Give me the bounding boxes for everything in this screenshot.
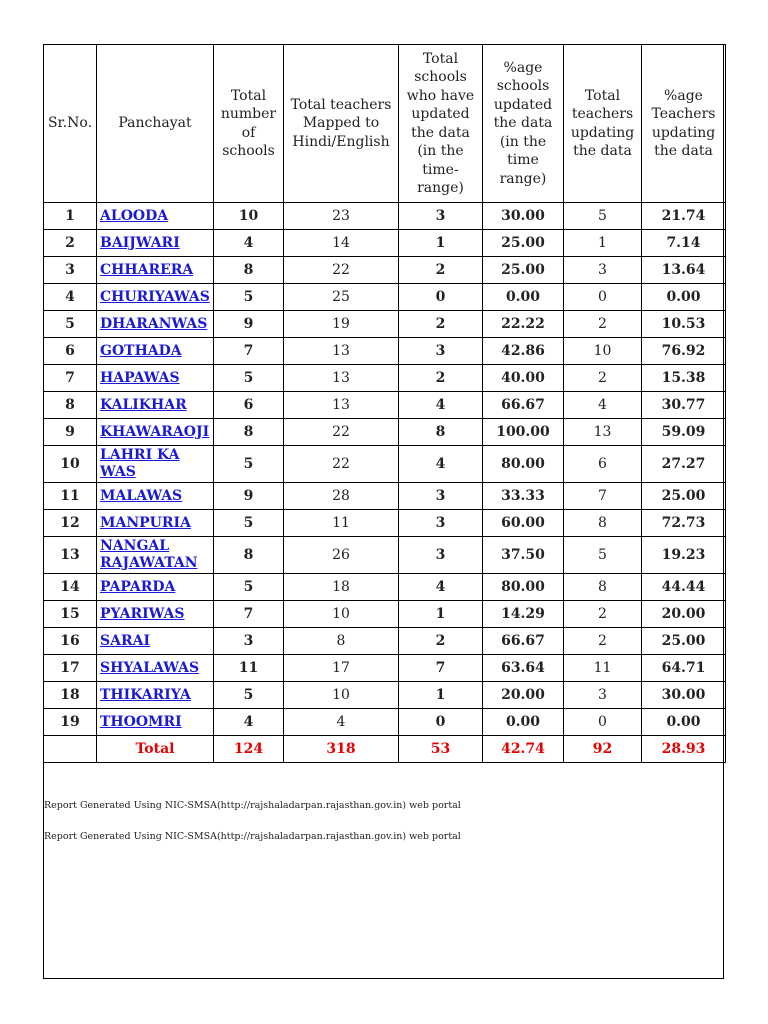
schools-cell: 5 xyxy=(214,284,284,311)
panchayat-link[interactable]: ALOODA xyxy=(100,207,169,224)
panchayat-cell xyxy=(97,574,214,601)
panchayat-link[interactable]: MANPURIA xyxy=(100,514,191,531)
pct-schools-cell: 42.86 xyxy=(483,338,564,365)
sr-cell: 11 xyxy=(44,483,97,510)
panchayat-link[interactable]: SARAI xyxy=(100,632,151,649)
sr-cell: 8 xyxy=(44,392,97,419)
pct-teachers-cell: 19.23 xyxy=(642,537,726,574)
panchayat-link[interactable]: HAPAWAS xyxy=(100,369,180,386)
teachers-updating-cell: 7 xyxy=(564,483,642,510)
sr-cell: 14 xyxy=(44,574,97,601)
updated-cell: 0 xyxy=(399,709,483,736)
pct-schools-cell: 60.00 xyxy=(483,510,564,537)
teachers-updating-cell: 0 xyxy=(564,284,642,311)
schools-cell: 5 xyxy=(214,682,284,709)
updated-cell: 3 xyxy=(399,483,483,510)
updated-cell: 8 xyxy=(399,419,483,446)
pct-schools-cell: 0.00 xyxy=(483,709,564,736)
sr-cell: 19 xyxy=(44,709,97,736)
header-teachers-mapped: Total teachers Mapped to Hindi/English xyxy=(284,45,399,203)
table-row xyxy=(44,203,726,230)
panchayat-link[interactable]: LAHRI KA WAS xyxy=(100,447,180,480)
updated-cell: 2 xyxy=(399,257,483,284)
report-footer-note: Report Generated Using NIC-SMSA(http://rajshaladarpan.rajasthan.gov.in) web portal xyxy=(44,800,461,811)
teachers-cell: 11 xyxy=(284,510,399,537)
updated-cell: 7 xyxy=(399,655,483,682)
panchayat-cell xyxy=(97,682,214,709)
schools-cell: 6 xyxy=(214,392,284,419)
schools-cell: 5 xyxy=(214,510,284,537)
sr-cell: 17 xyxy=(44,655,97,682)
teachers-cell: 8 xyxy=(284,628,399,655)
schools-cell: 9 xyxy=(214,483,284,510)
teachers-cell: 22 xyxy=(284,419,399,446)
updated-cell: 4 xyxy=(399,392,483,419)
pct-teachers-cell: 27.27 xyxy=(642,446,726,483)
teachers-cell: 10 xyxy=(284,682,399,709)
teachers-cell: 13 xyxy=(284,392,399,419)
table-row xyxy=(44,365,726,392)
updated-cell: 1 xyxy=(399,230,483,257)
header-sr-no: Sr.No. xyxy=(44,45,97,203)
schools-cell: 7 xyxy=(214,601,284,628)
updated-cell: 2 xyxy=(399,628,483,655)
total-schools: 124 xyxy=(214,736,284,763)
total-sr-cell xyxy=(44,736,97,763)
pct-teachers-cell: 21.74 xyxy=(642,203,726,230)
teachers-updating-cell: 8 xyxy=(564,574,642,601)
sr-cell: 3 xyxy=(44,257,97,284)
table-row xyxy=(44,709,726,736)
teachers-updating-cell: 13 xyxy=(564,419,642,446)
header-row xyxy=(44,45,726,203)
total-label: Total xyxy=(97,736,214,763)
sr-cell: 9 xyxy=(44,419,97,446)
report-footer-note: Report Generated Using NIC-SMSA(http://rajshaladarpan.rajasthan.gov.in) web portal xyxy=(44,831,461,842)
schools-cell: 3 xyxy=(214,628,284,655)
panchayat-cell xyxy=(97,284,214,311)
pct-teachers-cell: 0.00 xyxy=(642,284,726,311)
panchayat-cell xyxy=(97,510,214,537)
updated-cell: 1 xyxy=(399,682,483,709)
sr-cell: 10 xyxy=(44,446,97,483)
header-pct-teachers-updating: %age Teachers updating the data xyxy=(642,45,726,203)
sr-cell: 13 xyxy=(44,537,97,574)
teachers-cell: 13 xyxy=(284,365,399,392)
teachers-updating-cell: 8 xyxy=(564,510,642,537)
sr-cell: 4 xyxy=(44,284,97,311)
table-body xyxy=(44,203,726,736)
teachers-updating-cell: 2 xyxy=(564,601,642,628)
sr-cell: 5 xyxy=(44,311,97,338)
panchayat-cell xyxy=(97,419,214,446)
sr-cell: 2 xyxy=(44,230,97,257)
panchayat-link[interactable]: BAIJWARI xyxy=(100,234,180,251)
table-row xyxy=(44,419,726,446)
panchayat-link[interactable]: NANGAL RAJAWATAN xyxy=(100,538,198,571)
teachers-cell: 22 xyxy=(284,257,399,284)
updated-cell: 2 xyxy=(399,311,483,338)
pct-teachers-cell: 44.44 xyxy=(642,574,726,601)
updated-cell: 3 xyxy=(399,510,483,537)
pct-schools-cell: 14.29 xyxy=(483,601,564,628)
schools-cell: 5 xyxy=(214,574,284,601)
teachers-cell: 19 xyxy=(284,311,399,338)
teachers-updating-cell: 0 xyxy=(564,709,642,736)
pct-schools-cell: 22.22 xyxy=(483,311,564,338)
pct-schools-cell: 20.00 xyxy=(483,682,564,709)
sr-cell: 7 xyxy=(44,365,97,392)
panchayat-cell xyxy=(97,203,214,230)
updated-cell: 3 xyxy=(399,537,483,574)
table-row xyxy=(44,338,726,365)
sr-cell: 6 xyxy=(44,338,97,365)
sr-cell: 1 xyxy=(44,203,97,230)
pct-teachers-cell: 30.77 xyxy=(642,392,726,419)
pct-teachers-cell: 13.64 xyxy=(642,257,726,284)
panchayat-link[interactable]: PAPARDA xyxy=(100,578,176,595)
schools-cell: 11 xyxy=(214,655,284,682)
pct-teachers-cell: 10.53 xyxy=(642,311,726,338)
teachers-cell: 26 xyxy=(284,537,399,574)
sr-cell: 18 xyxy=(44,682,97,709)
pct-teachers-cell: 76.92 xyxy=(642,338,726,365)
total-pct-schools: 42.74 xyxy=(483,736,564,763)
schools-cell: 8 xyxy=(214,419,284,446)
pct-schools-cell: 0.00 xyxy=(483,284,564,311)
sr-cell: 15 xyxy=(44,601,97,628)
table-row xyxy=(44,257,726,284)
pct-teachers-cell: 72.73 xyxy=(642,510,726,537)
header-total-schools: Total number of schools xyxy=(214,45,284,203)
pct-teachers-cell: 20.00 xyxy=(642,601,726,628)
total-pct-teachers: 28.93 xyxy=(642,736,726,763)
header-schools-updated: Total schools who have updated the data (in the time-range) xyxy=(399,45,483,203)
pct-schools-cell: 80.00 xyxy=(483,446,564,483)
teachers-cell: 13 xyxy=(284,338,399,365)
teachers-updating-cell: 11 xyxy=(564,655,642,682)
teachers-updating-cell: 3 xyxy=(564,682,642,709)
table-row xyxy=(44,601,726,628)
schools-cell: 8 xyxy=(214,257,284,284)
teachers-cell: 22 xyxy=(284,446,399,483)
panchayat-link[interactable]: DHARANWAS xyxy=(100,315,208,332)
table-row xyxy=(44,483,726,510)
pct-schools-cell: 30.00 xyxy=(483,203,564,230)
pct-teachers-cell: 59.09 xyxy=(642,419,726,446)
teachers-updating-cell: 3 xyxy=(564,257,642,284)
pct-teachers-cell: 30.00 xyxy=(642,682,726,709)
teachers-cell: 28 xyxy=(284,483,399,510)
panchayat-report-table xyxy=(43,44,726,763)
panchayat-cell xyxy=(97,709,214,736)
header-panchayat: Panchayat xyxy=(97,45,214,203)
schools-cell: 7 xyxy=(214,338,284,365)
pct-teachers-cell: 0.00 xyxy=(642,709,726,736)
pct-schools-cell: 100.00 xyxy=(483,419,564,446)
pct-schools-cell: 40.00 xyxy=(483,365,564,392)
teachers-cell: 4 xyxy=(284,709,399,736)
table-row xyxy=(44,446,726,483)
teachers-cell: 23 xyxy=(284,203,399,230)
teachers-cell: 17 xyxy=(284,655,399,682)
panchayat-cell xyxy=(97,311,214,338)
panchayat-link[interactable]: THOOMRI xyxy=(100,713,182,730)
schools-cell: 4 xyxy=(214,709,284,736)
teachers-cell: 25 xyxy=(284,284,399,311)
panchayat-cell xyxy=(97,483,214,510)
panchayat-link[interactable]: THIKARIYA xyxy=(100,686,191,703)
pct-teachers-cell: 25.00 xyxy=(642,483,726,510)
pct-teachers-cell: 25.00 xyxy=(642,628,726,655)
pct-schools-cell: 33.33 xyxy=(483,483,564,510)
panchayat-link[interactable]: KHAWARAOJI xyxy=(100,423,210,440)
pct-schools-cell: 25.00 xyxy=(483,257,564,284)
panchayat-cell xyxy=(97,628,214,655)
updated-cell: 2 xyxy=(399,365,483,392)
table-row xyxy=(44,230,726,257)
pct-teachers-cell: 7.14 xyxy=(642,230,726,257)
header-pct-schools-updated: %age schools updated the data (in the time range) xyxy=(483,45,564,203)
teachers-updating-cell: 4 xyxy=(564,392,642,419)
table-row xyxy=(44,682,726,709)
pct-schools-cell: 25.00 xyxy=(483,230,564,257)
teachers-cell: 14 xyxy=(284,230,399,257)
schools-cell: 9 xyxy=(214,311,284,338)
total-updated: 53 xyxy=(399,736,483,763)
schools-cell: 4 xyxy=(214,230,284,257)
updated-cell: 3 xyxy=(399,203,483,230)
panchayat-cell xyxy=(97,230,214,257)
table-row xyxy=(44,655,726,682)
schools-cell: 10 xyxy=(214,203,284,230)
table-row xyxy=(44,311,726,338)
table-row xyxy=(44,392,726,419)
panchayat-cell xyxy=(97,392,214,419)
schools-cell: 8 xyxy=(214,537,284,574)
teachers-updating-cell: 2 xyxy=(564,628,642,655)
teachers-updating-cell: 5 xyxy=(564,537,642,574)
panchayat-cell xyxy=(97,601,214,628)
teachers-updating-cell: 2 xyxy=(564,365,642,392)
teachers-updating-cell: 5 xyxy=(564,203,642,230)
pct-teachers-cell: 64.71 xyxy=(642,655,726,682)
schools-cell: 5 xyxy=(214,446,284,483)
panchayat-link[interactable]: SHYALAWAS xyxy=(100,659,200,676)
panchayat-cell xyxy=(97,446,214,483)
total-teachers: 318 xyxy=(284,736,399,763)
panchayat-cell xyxy=(97,338,214,365)
teachers-cell: 18 xyxy=(284,574,399,601)
table-row xyxy=(44,574,726,601)
panchayat-cell xyxy=(97,655,214,682)
panchayat-link[interactable]: CHURIYAWAS xyxy=(100,288,210,305)
table-row xyxy=(44,628,726,655)
teachers-updating-cell: 2 xyxy=(564,311,642,338)
pct-schools-cell: 66.67 xyxy=(483,392,564,419)
pct-schools-cell: 63.64 xyxy=(483,655,564,682)
header-teachers-updating: Total teachers updating the data xyxy=(564,45,642,203)
panchayat-cell xyxy=(97,537,214,574)
teachers-updating-cell: 10 xyxy=(564,338,642,365)
panchayat-link[interactable]: CHHARERA xyxy=(100,261,194,278)
table-row xyxy=(44,510,726,537)
panchayat-link[interactable]: KALIKHAR xyxy=(100,396,187,413)
updated-cell: 3 xyxy=(399,338,483,365)
updated-cell: 4 xyxy=(399,446,483,483)
sr-cell: 16 xyxy=(44,628,97,655)
table-row xyxy=(44,537,726,574)
pct-schools-cell: 66.67 xyxy=(483,628,564,655)
pct-schools-cell: 80.00 xyxy=(483,574,564,601)
updated-cell: 0 xyxy=(399,284,483,311)
sr-cell: 12 xyxy=(44,510,97,537)
updated-cell: 4 xyxy=(399,574,483,601)
total-row xyxy=(44,736,726,763)
panchayat-link[interactable]: GOTHADA xyxy=(100,342,182,359)
panchayat-link[interactable]: MALAWAS xyxy=(100,487,183,504)
updated-cell: 1 xyxy=(399,601,483,628)
panchayat-cell xyxy=(97,365,214,392)
panchayat-cell xyxy=(97,257,214,284)
pct-teachers-cell: 15.38 xyxy=(642,365,726,392)
teachers-cell: 10 xyxy=(284,601,399,628)
pct-schools-cell: 37.50 xyxy=(483,537,564,574)
total-teachers-updating: 92 xyxy=(564,736,642,763)
schools-cell: 5 xyxy=(214,365,284,392)
table-row xyxy=(44,284,726,311)
teachers-updating-cell: 1 xyxy=(564,230,642,257)
teachers-updating-cell: 6 xyxy=(564,446,642,483)
panchayat-link[interactable]: PYARIWAS xyxy=(100,605,185,622)
